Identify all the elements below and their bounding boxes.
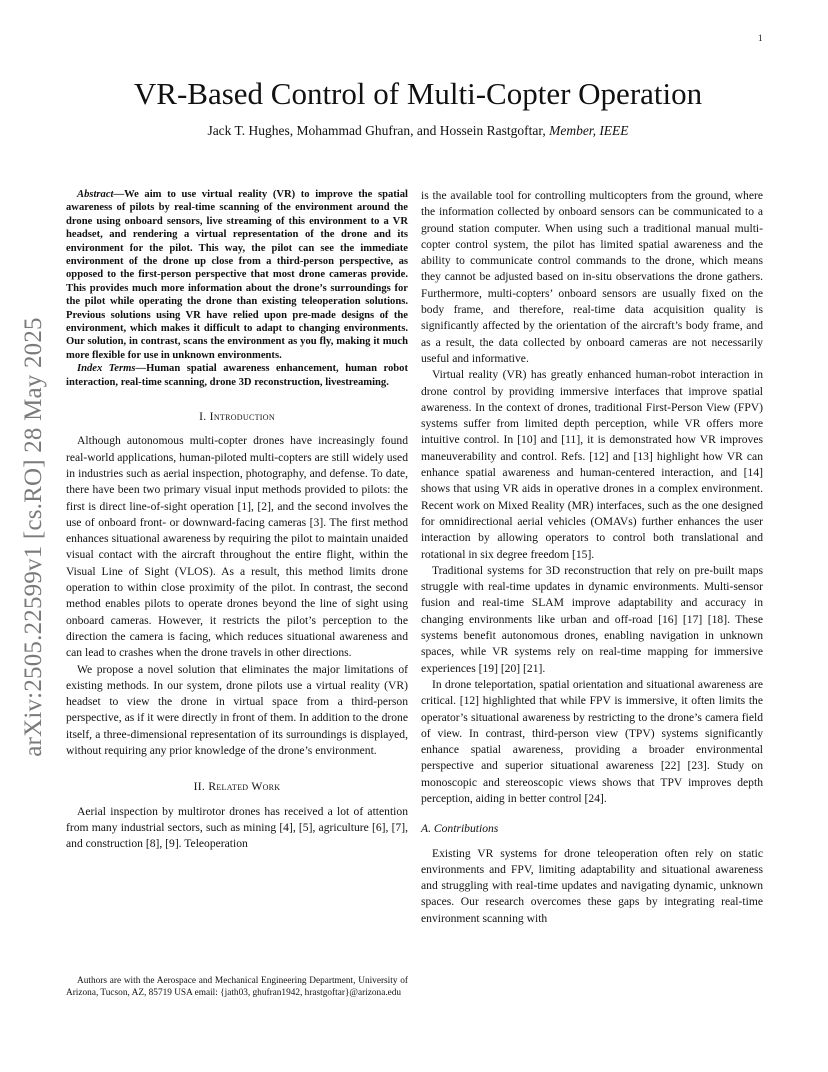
footnote-text: Authors are with the Aerospace and Mechanical Engineering Department, University of Arizona, Tucson, AZ, 85719 USA email: {jath03, ghufran1942, hrastgoftar}@arizona.edu (66, 976, 408, 998)
footnote (66, 976, 408, 1000)
paper-title: VR-Based Control of Multi-Copter Operation (133, 76, 703, 111)
page-number: 1 (758, 33, 763, 43)
intro-paragraph: We propose a novel solution that eliminates the major limitations of existing methods. In our system, drone pilots use a virtual reality (VR) headset to view the drone in virtual space from a third-person perspective, as if it were directly in front of them. In addition to the drone itself, a three-dimensional representation of its surroundings is displayed, without requiring any prior knowledge of the drone’s environment. (66, 662, 408, 758)
author-line (60, 122, 776, 140)
right-column (421, 188, 763, 927)
left-column (66, 188, 408, 853)
abstract-lead: Abstract (77, 189, 114, 200)
related-paragraph: Aerial inspection by multirotor drones has received a lot of attention from many industrial sectors, such as mining [4], [5], agriculture [6], [7], and construction [8], [9]. Teleoperation (66, 804, 408, 851)
index-terms-text: —Human spatial awareness enhancement, human robot interaction, real-time scanning, drone 3D reconstruction, livestreaming. (66, 363, 408, 388)
index-terms (66, 362, 408, 389)
related-paragraph: Virtual reality (VR) has greatly enhanced human-robot interaction in drone control by providing immersive interfaces that improve spatial awareness. In the context of drones, traditional First-Person View (FPV) systems suffer from limited depth perception, while VR offers more intuitive control. In [10] and [11], it is demonstrated how VR improves maneuverability and control. Refs. [12] and [13] highlight how VR can enhance spatial awareness and human-centered interaction, and [14] shows that using VR aids in operative drones in a complex environment. Recent work on Mixed Reality (MR) interfaces, such as the one designed for omnidirectional aerial vehicles (OMAVs) further enhances the user interaction by allowing operators to control both translational and rotational in six degree freedom [15]. (421, 368, 763, 561)
subsection-heading-contributions: A. Contributions (421, 822, 499, 836)
abstract-text: —We aim to use virtual reality (VR) to improve the spatial awareness of pilots by real-time scanning of the environment around the drone using onboard sensors, live streaming of this environment to a VR headset, and rendering a virtual representation of the drone and its environment for the pilot. This way, the pilot can see the immediate environment of the drone up close from a third-person perspective, as opposed to the first-person perspective that most drone cameras provide. This provides much more information about the drone’s surroundings for the pilot while operating the drone than existing teleoperation solutions. Previous solutions using VR have relied upon pre-made designs of the environment, which makes it difficult to adapt to changing environments. Our solution, in contrast, scans the environment as you fly, making it much more flexible for use in unknown environments. (66, 189, 408, 361)
section-heading-related-work: II. Related Work (193, 780, 281, 794)
abstract (66, 188, 408, 362)
contributions-paragraph: Existing VR systems for drone teleoperation often rely on static environments and FPV, limiting adaptability and situational awareness and struggling with real-time updates and navigating dynamic, unknown spaces. Our research overcomes these gaps by integrating real-time environment scanning with (421, 846, 763, 925)
related-paragraph: Traditional systems for 3D reconstruction that rely on pre-built maps struggle with real-time updates in dynamic environments. Multi-sensor fusion and real-time SLAM improve adaptability and accuracy in changing environments like urban and off-road [16] [17] [18]. These systems benefit autonomous drones, enabling navigation in unknown spaces, while VR systems rely on real-time mapping for immersive experiences [19] [20] [21]. (421, 563, 763, 675)
author-names: Jack T. Hughes, Mohammad Ghufran, and Hossein Rastgoftar, (207, 123, 546, 138)
related-paragraph: is the available tool for controlling multicopters from the ground, where the information collected by onboard sensors can be communicated to a ground station computer. When using such a traditional manual multi-copter control system, the pilot has limited spatial awareness and the ability to communicate control commands to the drone, which means they cannot be adjusted based on in-situ observations the drone gathers. Furthermore, multi-copters’ onboard sensors are usually fixed on the body frame, and therefore, real-time data acquisition quality is significantly affected by the orientation of the aircraft’s body frame, and as a result, the data collected by onboard cameras are not necessarily useful and informative. (421, 189, 763, 365)
related-paragraph: In drone teleportation, spatial orientation and situational awareness are critical. [12] highlighted that while FPV is immersive, it often limits the operator’s situational awareness by restricting to the drone’s camera field of view. In contrast, third-person view (TPV) systems significantly enhance spatial awareness, providing a broader environmental perspective and superior situational awareness [22] [23]. Study on monoscopic and stereoscopic views shows that TPV improves depth perception, aiding in better control [24]. (421, 677, 763, 805)
section-heading-introduction: I. Introduction (199, 410, 275, 424)
author-membership: Member, IEEE (549, 123, 629, 138)
intro-paragraph: Although autonomous multi-copter drones have increasingly found real-world applications, human-piloted multi-copters are still widely used in industries such as aerial inspection, photography, and defense. To date, there have been two primary visual input methods provided to pilots: the first is direct line-of-sight operation [1], [2], and the second involves the use of onboard front- or downward-facing cameras [3]. The first method enhances situational awareness by requiring the pilot to maintain unaided visual contact with the aircraft throughout the entire flight, within the Visual Line of Sight (VLOS). As a result, this method limits drone operation to within close proximity of the pilot. In contrast, the second method enables pilots to operate drones beyond the line of sight using onboard cameras. However, it restricts the pilot’s perception to the direction the camera is facing, which reduces situational awareness and can lead to crashes when the drone travels in other directions. (66, 434, 408, 660)
index-terms-lead: Index Terms (77, 363, 136, 375)
arxiv-stamp: arXiv:2505.22599v1 [cs.RO] 28 May 2025 (20, 317, 47, 757)
